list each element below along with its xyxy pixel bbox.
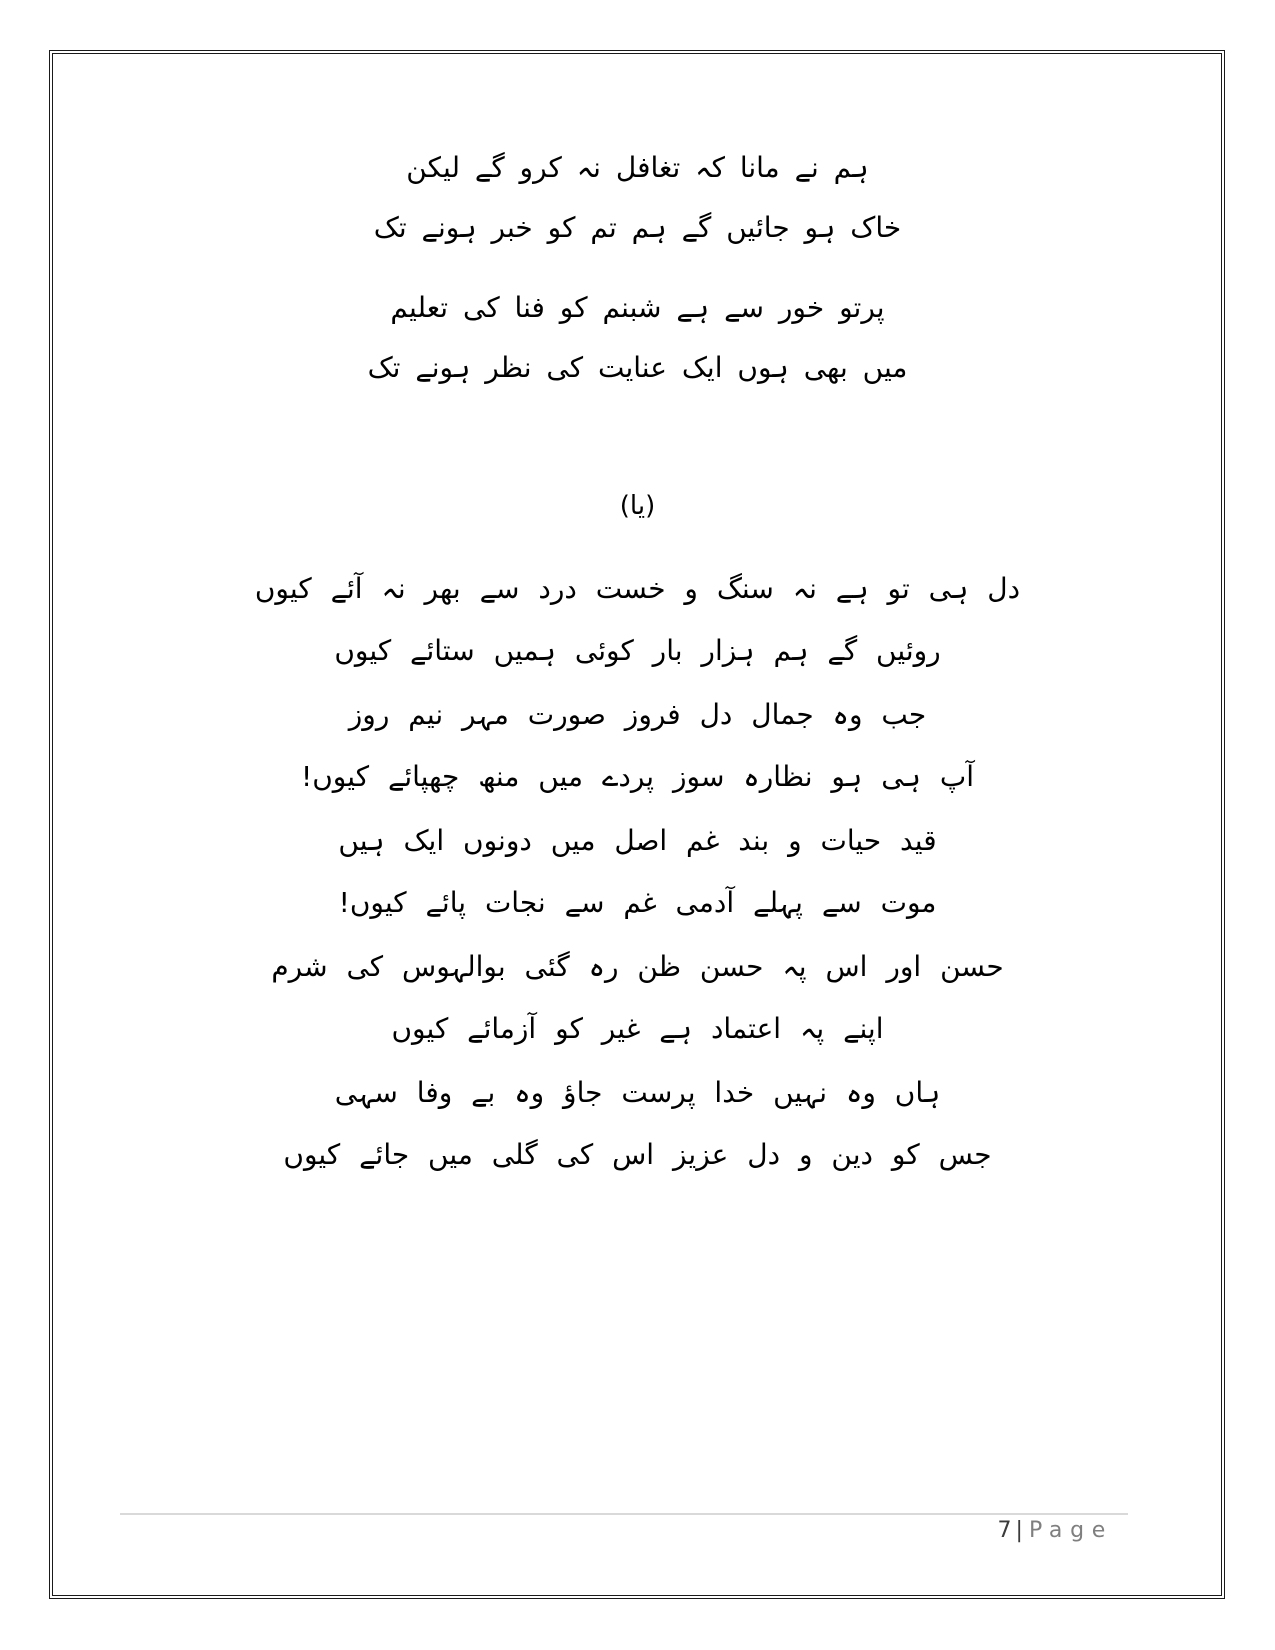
ghazal-line: موت سے پہلے آدمی غم سے نجات پائے کیوں!: [338, 886, 937, 919]
verse-line: پرتو خور سے ہے شبنم کو فنا کی تعلیم: [390, 291, 885, 324]
ghazal-line: قید حیات و بند غم اصل میں دونوں ایک ہیں: [338, 824, 937, 857]
ghazal-line: آپ ہی ہو نظارہ سوز پردے میں منھ چھپائے کیوں!: [301, 760, 974, 793]
ghazal-section: [0, 558, 1275, 1186]
ghazal-line: جس کو دین و دل عزیز اس کی گلی میں جائے کیوں: [283, 1138, 992, 1171]
ghazal-couplet: [0, 936, 1275, 1060]
ghazal-couplet: [0, 684, 1275, 808]
page-number: 7: [997, 1518, 1012, 1543]
ghazal-couplet: [0, 1062, 1275, 1186]
poetry-content: [0, 138, 1275, 1188]
section-divider-label: (یا): [619, 491, 656, 521]
ghazal-line: جب وہ جمال دل فروز صورت مہر نیم روز: [348, 698, 927, 731]
intro-verses: [0, 138, 1275, 398]
verse-line: ہم نے مانا کہ تغافل نہ کرو گے لیکن: [406, 151, 869, 184]
page-number-footer: [998, 1516, 1113, 1546]
ghazal-line: دل ہی تو ہے نہ سنگ و خست درد سے بھر نہ آئے کیوں: [254, 572, 1021, 605]
verse-line: میں بھی ہوں ایک عنایت کی نظر ہونے تک: [367, 351, 908, 384]
ghazal-line: روئیں گے ہم ہزار بار کوئی ہمیں ستائے کیوں: [334, 634, 941, 667]
footer-rule: [120, 1513, 1128, 1515]
ghazal-couplet: [0, 810, 1275, 934]
intro-couplet: [0, 138, 1275, 258]
footer-separator: |: [1015, 1518, 1023, 1543]
intro-couplet: [0, 278, 1275, 398]
ghazal-line: ہاں وہ نہیں خدا پرست جاؤ وہ بے وفا سہی: [334, 1076, 941, 1109]
ghazal-line: حسن اور اس پہ حسن ظن رہ گئی بوالہوس کی شرم: [271, 950, 1004, 983]
verse-line: خاک ہو جائیں گے ہم تم کو خبر ہونے تک: [373, 211, 902, 244]
ghazal-line: اپنے پہ اعتماد ہے غیر کو آزمائے کیوں: [391, 1012, 884, 1045]
ghazal-couplet: [0, 558, 1275, 682]
footer-page-label: Page: [1028, 1518, 1113, 1543]
